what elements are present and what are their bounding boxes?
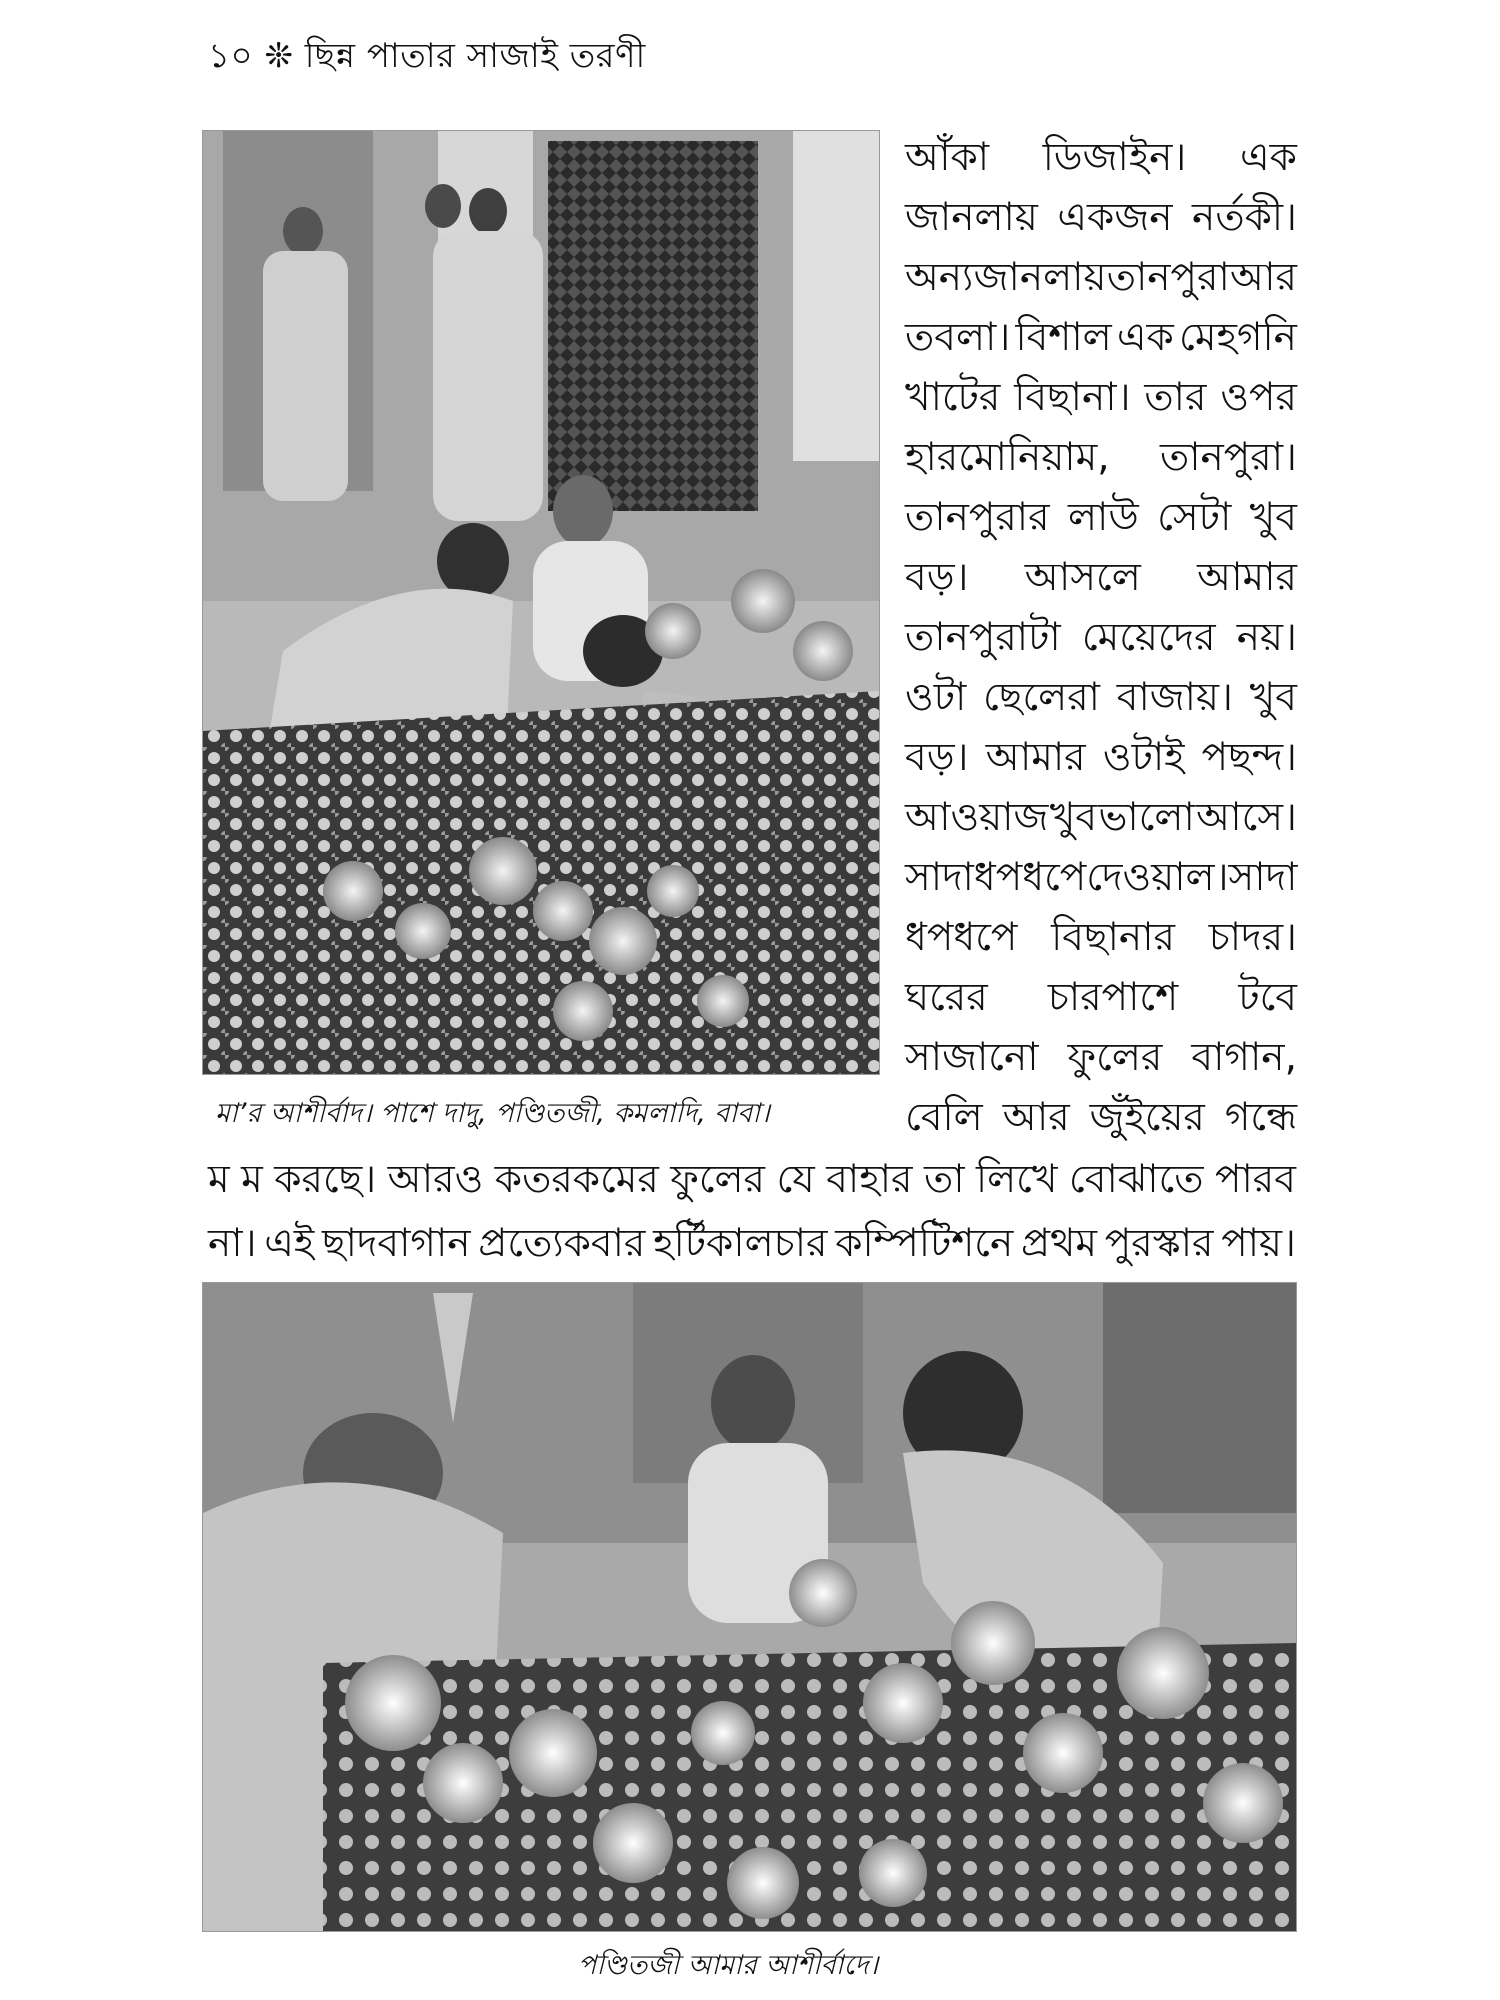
word: বোঝাতে — [1068, 1157, 1204, 1202]
word: বিছানা। — [1014, 375, 1131, 420]
word: একজন — [1057, 195, 1173, 240]
word: নয়। — [1236, 615, 1297, 660]
text-line — [905, 908, 1297, 968]
photo-caption-blessing-room: মা’র আশীর্বাদ। পাশে দাদু, পণ্ডিতজী, কমলাদি, বাবা। — [215, 1098, 770, 1129]
word: করছে। — [274, 1157, 377, 1202]
text-line — [905, 788, 1297, 848]
text-line — [905, 1028, 1297, 1088]
word: সাদা — [905, 855, 974, 900]
text-line — [905, 968, 1297, 1028]
word: সাজানো — [905, 1035, 1039, 1080]
text-line — [905, 728, 1297, 788]
word: পারব — [1214, 1157, 1296, 1202]
photo-blessing-room-image — [203, 131, 879, 1074]
word: পুরস্কার — [1104, 1221, 1214, 1266]
word: তার — [1144, 375, 1207, 420]
word: এক — [1116, 315, 1174, 360]
word: সাদা — [1228, 855, 1298, 900]
word: তানপুরা — [1106, 255, 1230, 300]
word: আসলে — [1024, 555, 1141, 600]
word: আঁকা — [905, 135, 990, 180]
word: প্রথম — [1020, 1221, 1097, 1266]
word: জুঁইয়ের — [1089, 1095, 1205, 1140]
text-line — [905, 668, 1297, 728]
side-text-column — [905, 128, 1297, 1148]
word: বেলি — [905, 1095, 983, 1140]
word: তবলা। — [905, 315, 1011, 360]
word: বাজায়। — [1116, 675, 1233, 720]
word: বড়। — [905, 555, 969, 600]
word: ম — [241, 1157, 263, 1202]
word: পায়। — [1221, 1221, 1296, 1266]
text-line — [905, 188, 1297, 248]
word: ধপধপে — [973, 855, 1087, 900]
word: ফুলের — [670, 1157, 765, 1202]
word: বিছানার — [1051, 915, 1175, 960]
text-line — [905, 368, 1297, 428]
text-line — [905, 848, 1297, 908]
word: বড়। — [905, 735, 969, 780]
word: বিশাল — [1015, 315, 1112, 360]
word: আওয়াজ — [905, 795, 1049, 840]
word: ম — [208, 1157, 230, 1202]
word: হারমোনিয়াম, — [905, 435, 1110, 480]
word: ফুলের — [1067, 1035, 1163, 1080]
text-line — [905, 1088, 1297, 1148]
word: ওটা — [905, 675, 967, 720]
word: খাটের — [905, 375, 1001, 420]
word: তানপুরা। — [1159, 435, 1297, 480]
word: জানলায় — [973, 255, 1107, 300]
word: প্রত্যেকবার — [478, 1221, 646, 1266]
word: সেটা — [1157, 495, 1232, 540]
word: চাদর। — [1208, 915, 1297, 960]
word: নর্তকী। — [1192, 195, 1297, 240]
word: ওটাই — [1102, 735, 1185, 780]
word: মেয়েদের — [1081, 615, 1216, 660]
word: কম্পিটিশনে — [835, 1221, 1014, 1266]
photo-pandit-blessing — [202, 1282, 1297, 1932]
word: আরও — [387, 1157, 484, 1202]
text-line — [905, 308, 1297, 368]
word: ওপর — [1220, 375, 1297, 420]
word: আর — [1002, 1095, 1070, 1140]
word: খুব — [1049, 795, 1098, 840]
word: আমার — [1197, 555, 1297, 600]
word: ঘরের — [905, 975, 988, 1020]
word: মেহগনি — [1179, 315, 1297, 360]
word: চারপাশে — [1047, 975, 1179, 1020]
word: গন্ধে — [1224, 1095, 1297, 1140]
word: লিখে — [975, 1157, 1058, 1202]
word: আসে। — [1196, 795, 1297, 840]
word: তা — [923, 1157, 965, 1202]
photo-caption-pandit-blessing: পণ্ডিতজী আমার আশীর্বাদে। — [578, 1950, 879, 1981]
text-line — [208, 1148, 1296, 1212]
word: দেওয়াল। — [1086, 855, 1229, 900]
running-head: ১০ ❊ ছিন্ন পাতার সাজাই তরণী — [208, 36, 646, 76]
text-line — [905, 428, 1297, 488]
word: ছেলেরা — [983, 675, 1100, 720]
photo-blessing-room — [202, 130, 880, 1075]
word: খুব — [1249, 495, 1297, 540]
text-line — [905, 128, 1297, 188]
text-line — [905, 488, 1297, 548]
photo-pandit-blessing-image — [203, 1283, 1296, 1931]
full-width-paragraph — [208, 1148, 1296, 1276]
word: আর — [1230, 255, 1297, 300]
text-line — [905, 548, 1297, 608]
word: যে — [776, 1157, 815, 1202]
word: টবে — [1238, 975, 1297, 1020]
word: ছাদবাগান — [321, 1221, 471, 1266]
word: অন্য — [905, 255, 974, 300]
word: লাউ — [1067, 495, 1139, 540]
word: তানপুরার — [905, 495, 1050, 540]
word: এক — [1240, 135, 1297, 180]
word: ভালো — [1098, 795, 1195, 840]
word: এই — [264, 1221, 315, 1266]
word: পছন্দ। — [1201, 735, 1297, 780]
text-line — [905, 248, 1297, 308]
word: জানলায় — [905, 195, 1038, 240]
word: হর্টিকালচার — [653, 1221, 828, 1266]
word: আমার — [985, 735, 1086, 780]
word: বাহার — [826, 1157, 913, 1202]
text-line — [208, 1212, 1296, 1276]
word: তানপুরাটা — [905, 615, 1061, 660]
word: ডিজাইন। — [1042, 135, 1187, 180]
word: খুব — [1249, 675, 1297, 720]
word: ধপধপে — [905, 915, 1018, 960]
word: কতরকমের — [494, 1157, 659, 1202]
text-line — [905, 608, 1297, 668]
word: বাগান, — [1191, 1035, 1297, 1080]
word: না। — [208, 1221, 257, 1266]
